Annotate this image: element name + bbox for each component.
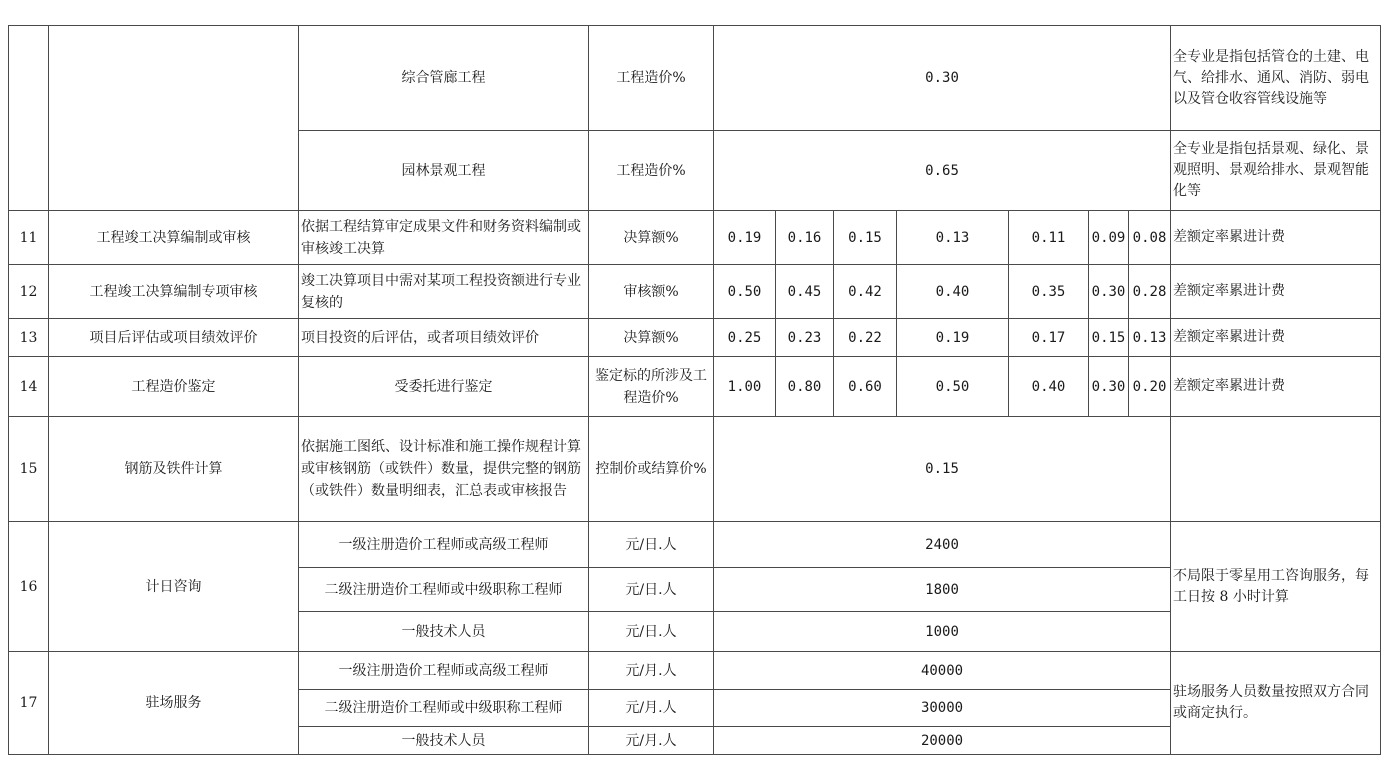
table-row (9, 357, 1381, 417)
rate-cell: 0.20 (1129, 357, 1171, 417)
row-value: 1000 (714, 612, 1171, 652)
row-note: 差额定率累进计费 (1171, 211, 1381, 265)
row-number: 16 (9, 522, 49, 652)
row-desc: 二级注册造价工程师或中级职称工程师 (299, 568, 589, 612)
rate-cell: 0.09 (1089, 211, 1129, 265)
rate-cell: 0.13 (1129, 319, 1171, 357)
row-item: 驻场服务 (49, 652, 299, 755)
row-unit: 控制价或结算价% (589, 417, 714, 522)
row-value: 0.65 (714, 131, 1171, 211)
row-number: 13 (9, 319, 49, 357)
row-item: 钢筋及铁件计算 (49, 417, 299, 522)
row-unit: 元/日.人 (589, 522, 714, 568)
row-unit: 决算额% (589, 211, 714, 265)
row-value: 0.15 (714, 417, 1171, 522)
row-unit: 元/月.人 (589, 652, 714, 690)
rate-cell: 0.30 (1089, 357, 1129, 417)
row-unit: 鉴定标的所涉及工程造价% (589, 357, 714, 417)
row-desc: 一级注册造价工程师或高级工程师 (299, 652, 589, 690)
row-desc: 竣工决算项目中需对某项工程投资额进行专业复核的 (299, 265, 589, 319)
row-item: 工程竣工决算编制专项审核 (49, 265, 299, 319)
row-desc: 依据工程结算审定成果文件和财务资料编制或审核竣工决算 (299, 211, 589, 265)
row-unit: 工程造价% (589, 26, 714, 131)
rate-cell: 1.00 (714, 357, 776, 417)
row-item: 计日咨询 (49, 522, 299, 652)
rate-cell: 0.50 (897, 357, 1009, 417)
row-desc: 综合管廊工程 (299, 26, 589, 131)
row-value: 2400 (714, 522, 1171, 568)
rate-cell: 0.19 (897, 319, 1009, 357)
row-number: 14 (9, 357, 49, 417)
row-note: 驻场服务人员数量按照双方合同或商定执行。 (1171, 652, 1381, 755)
row-item: 工程造价鉴定 (49, 357, 299, 417)
row-note (1171, 417, 1381, 522)
row-value: 40000 (714, 652, 1171, 690)
row-desc: 依据施工图纸、设计标准和施工操作规程计算或审核钢筋（或铁件）数量，提供完整的钢筋（或铁件）数量明细表，汇总表或审核报告 (299, 417, 589, 522)
rate-cell: 0.23 (776, 319, 834, 357)
row-desc: 二级注册造价工程师或中级职称工程师 (299, 690, 589, 727)
rate-cell: 0.40 (897, 265, 1009, 319)
row-unit: 工程造价% (589, 131, 714, 211)
table-row (9, 211, 1381, 265)
row-note: 不局限于零星用工咨询服务，每工日按 8 小时计算 (1171, 522, 1381, 652)
rate-cell: 0.15 (834, 211, 897, 265)
table-row (9, 265, 1381, 319)
row-number: 12 (9, 265, 49, 319)
row-unit: 元/日.人 (589, 568, 714, 612)
row-desc: 一级注册造价工程师或高级工程师 (299, 522, 589, 568)
row-desc: 项目投资的后评估，或者项目绩效评价 (299, 319, 589, 357)
row-desc: 一般技术人员 (299, 727, 589, 755)
row-unit: 元/月.人 (589, 727, 714, 755)
row-number: 17 (9, 652, 49, 755)
row-note: 差额定率累进计费 (1171, 265, 1381, 319)
row-desc: 园林景观工程 (299, 131, 589, 211)
rate-cell: 0.22 (834, 319, 897, 357)
rate-cell: 0.40 (1009, 357, 1089, 417)
row-unit: 元/月.人 (589, 690, 714, 727)
rate-cell: 0.45 (776, 265, 834, 319)
row-unit: 审核额% (589, 265, 714, 319)
rate-cell: 0.17 (1009, 319, 1089, 357)
row-note: 全专业是指包括管仓的土建、电气、给排水、通风、消防、弱电以及管仓收容管线设施等 (1171, 26, 1381, 131)
row-desc: 受委托进行鉴定 (299, 357, 589, 417)
rate-cell: 0.30 (1089, 265, 1129, 319)
row-item: 项目后评估或项目绩效评价 (49, 319, 299, 357)
rate-cell: 0.35 (1009, 265, 1089, 319)
row-number (9, 26, 49, 211)
row-number: 11 (9, 211, 49, 265)
row-desc: 一般技术人员 (299, 612, 589, 652)
table-row (9, 522, 1381, 568)
rate-cell: 0.28 (1129, 265, 1171, 319)
table-row (9, 652, 1381, 690)
row-unit: 元/日.人 (589, 612, 714, 652)
table-row (9, 319, 1381, 357)
rate-cell: 0.08 (1129, 211, 1171, 265)
rate-cell: 0.80 (776, 357, 834, 417)
row-note: 差额定率累进计费 (1171, 319, 1381, 357)
row-value: 30000 (714, 690, 1171, 727)
rate-cell: 0.25 (714, 319, 776, 357)
rate-cell: 0.60 (834, 357, 897, 417)
rate-cell: 0.50 (714, 265, 776, 319)
row-note: 全专业是指包括景观、绿化、景观照明、景观给排水、景观智能化等 (1171, 131, 1381, 211)
rate-cell: 0.11 (1009, 211, 1089, 265)
row-value: 20000 (714, 727, 1171, 755)
table-row (9, 26, 1381, 131)
rate-cell: 0.15 (1089, 319, 1129, 357)
row-item (49, 26, 299, 211)
row-number: 15 (9, 417, 49, 522)
rate-cell: 0.13 (897, 211, 1009, 265)
fee-table (8, 25, 1381, 755)
row-value: 1800 (714, 568, 1171, 612)
rate-cell: 0.16 (776, 211, 834, 265)
row-value: 0.30 (714, 26, 1171, 131)
row-item: 工程竣工决算编制或审核 (49, 211, 299, 265)
rate-cell: 0.42 (834, 265, 897, 319)
rate-cell: 0.19 (714, 211, 776, 265)
row-unit: 决算额% (589, 319, 714, 357)
table-row (9, 417, 1381, 522)
row-note: 差额定率累进计费 (1171, 357, 1381, 417)
